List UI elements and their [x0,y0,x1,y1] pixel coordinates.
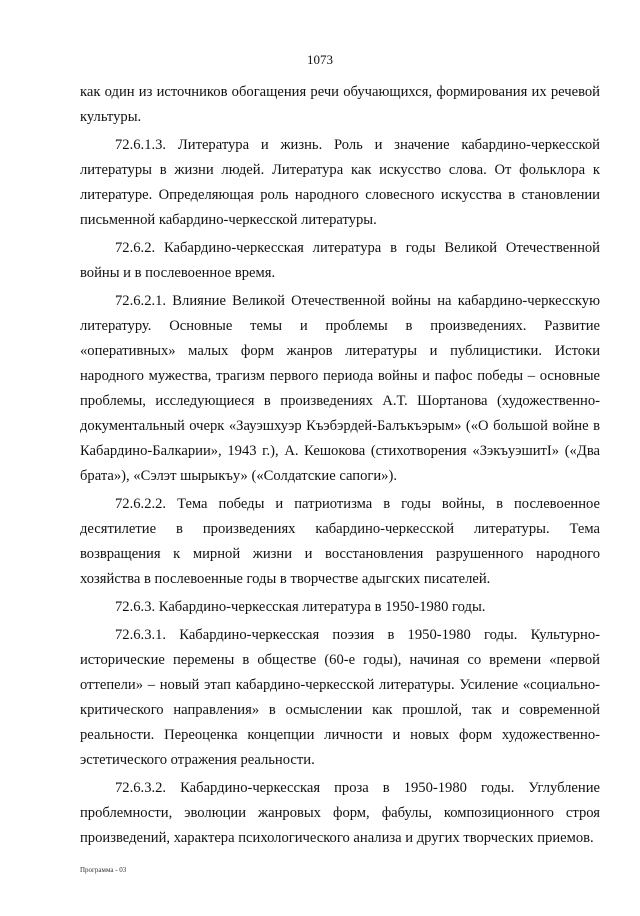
paragraph-72-6-1-3: 72.6.1.3. Литература и жизнь. Роль и значение кабардино-черкесской литературы в жизни людей. Литература как искусство слова. От фольклора к литературе. Определяющая роль народного словесного искусства в становлении письменной кабардино-черкесской литературы. [80,137,600,228]
paragraph-72-6-2-2: 72.6.2.2. Тема победы и патриотизма в годы войны, в послевоенное десятилетие в произведениях кабардино-черкесской литературы. Тема возвращения к мирной жизни и восстановления разрушенного народного хозяйства в послевоенные годы в творчестве адыгских писателей. [80,496,600,587]
document-body [80,80,600,854]
paragraph-72-6-2: 72.6.2. Кабардино-черкесская литература в годы Великой Отечественной войны и в послевоенное время. [80,240,600,281]
page-number: 1073 [307,52,333,67]
footer-note: Программа - 03 [80,866,127,874]
paragraph-72-6-3-1: 72.6.3.1. Кабардино-черкесская поэзия в 1950-1980 годы. Культурно-исторические перемены в обществе (60-е годы), начиная со времени «первой оттепели» – новый этап кабардино-черкесской литературы. Усиление «социально-критического направления» в осмыслении как прошлой, так и современной реальности. Переоценка концепции личности и новых форм художественно-эстетического отражения реальности. [80,627,600,768]
paragraph-continuation: как один из источников обогащения речи обучающихся, формирования их речевой культуры. [80,84,600,125]
paragraph-72-6-3: 72.6.3. Кабардино-черкесская литература в 1950-1980 годы. [115,599,486,615]
paragraph-72-6-2-1: 72.6.2.1. Влияние Великой Отечественной войны на кабардино-черкесскую литературу. Основные темы и проблемы в произведениях. Развитие «оперативных» малых форм жанров литературы и публицистики. Истоки народного мужества, трагизм первого периода войны и пафос победы – основные проблемы, исследующиеся в произведениях А.Т. Шортанова (художественно-документальный очерк «Зауэшхуэр Къэбэрдей-Балъкъэрым» («О большой войне в Кабардино-Балкарии», 1943 г.), А. Кешокова (стихотворения «ЗэкъуэшитI» («Два брата»), «Сэлэт шырыкъу» («Солдатские сапоги»). [80,293,600,484]
paragraph-72-6-3-2: 72.6.3.2. Кабардино-черкесская проза в 1950-1980 годы. Углубление проблемности, эволюции жанровых форм, фабулы, композиционного строя произведений, характера психологического анализа и других творческих приемов. [80,780,600,846]
